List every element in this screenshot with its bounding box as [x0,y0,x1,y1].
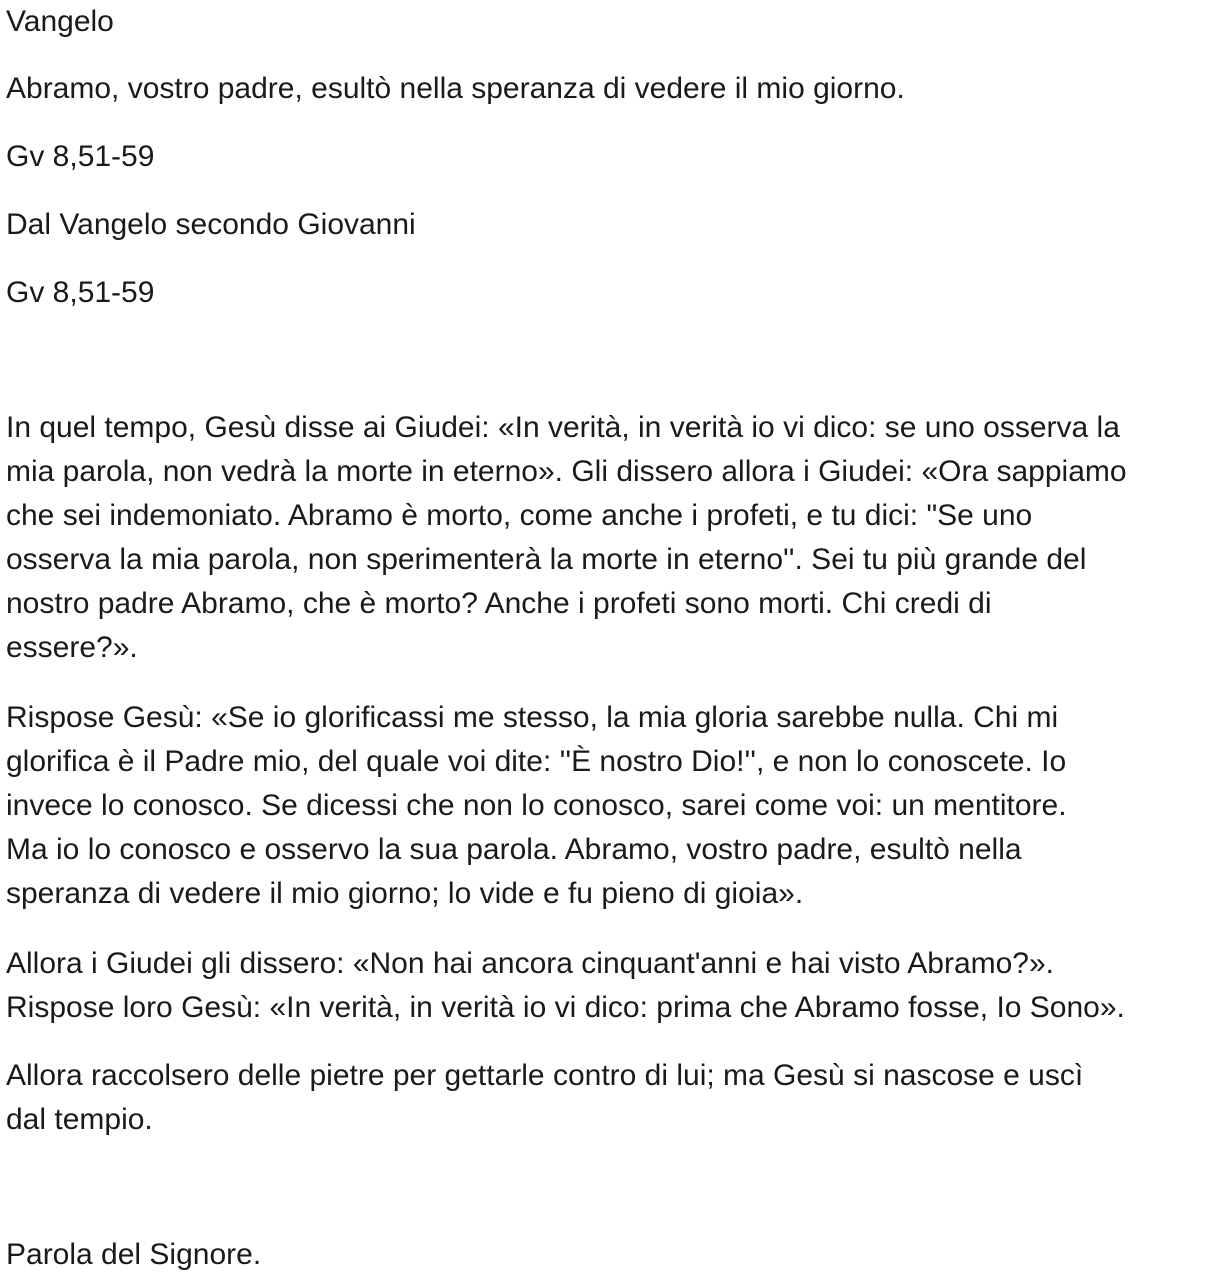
paragraph-line: Rispose Gesù: «Se io glorificassi me stesso, la mia gloria sarebbe nulla. Chi mi [6,701,1059,734]
reference-bottom: Gv 8,51-59 [6,276,155,309]
paragraph-line: In quel tempo, Gesù disse ai Giudei: «In verità, in verità io vi dico: se uno osserva la [6,411,1120,444]
paragraph-2 [6,696,1202,916]
antiphon: Abramo, vostro padre, esultò nella speranza di vedere il mio giorno. [6,72,905,105]
paragraph-line: Rispose loro Gesù: «In verità, in verità io vi dico: prima che Abramo fosse, Io Sono». [6,991,1125,1024]
closing-acclamation: Parola del Signore. [6,1238,262,1271]
paragraph-line: Allora raccolsero delle pietre per gettarle contro di lui; ma Gesù si nascose e uscì [6,1059,1084,1092]
paragraph-line: che sei indemoniato. Abramo è morto, come anche i profeti, e tu dici: "Se uno [6,499,1033,532]
paragraph-line: dal tempio. [6,1103,153,1136]
paragraph-line: glorifica è il Padre mio, del quale voi dite: ''È nostro Dio!'', e non lo conoscete. Io [6,745,1067,778]
paragraph-1 [6,406,1202,670]
gospel-source: Dal Vangelo secondo Giovanni [6,208,416,241]
paragraph-line: essere?». [6,631,138,664]
paragraph-line: osserva la mia parola, non sperimenterà la morte in eterno''. Sei tu più grande del [6,543,1087,576]
paragraph-line: invece lo conosco. Se dicessi che non lo conosco, sarei come voi: un mentitore. [6,789,1067,822]
heading: Vangelo [6,5,114,38]
reference-top: Gv 8,51-59 [6,140,155,173]
paragraph-line: mia parola, non vedrà la morte in eterno». Gli dissero allora i Giudei: «Ora sappiamo [6,455,1127,488]
paragraph-3 [6,942,1202,1030]
paragraph-line: nostro padre Abramo, che è morto? Anche i profeti sono morti. Chi credi di [6,587,992,620]
paragraph-line: Ma io lo conosco e osservo la sua parola. Abramo, vostro padre, esultò nella [6,833,1022,866]
paragraph-line: speranza di vedere il mio giorno; lo vide e fu pieno di gioia». [6,877,804,910]
paragraph-4 [6,1054,1202,1142]
paragraph-line: Allora i Giudei gli dissero: «Non hai ancora cinquant'anni e hai visto Abramo?». [6,947,1055,980]
